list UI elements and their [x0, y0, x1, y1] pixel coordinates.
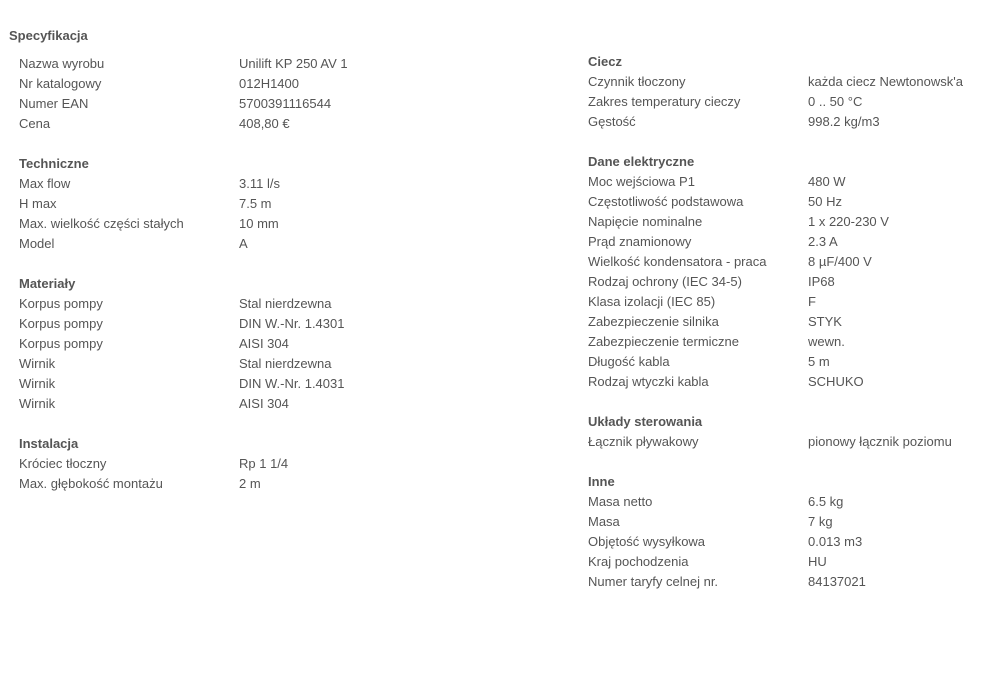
spec-row	[19, 74, 479, 94]
spec-label: Długość kabla	[588, 354, 670, 369]
spec-value: 408,80 €	[239, 116, 290, 131]
spec-label: Masa	[588, 514, 620, 529]
spec-label: Wirnik	[19, 376, 56, 391]
spec-row	[19, 334, 479, 354]
spec-value: STYK	[808, 314, 842, 329]
spec-value: 1 x 220-230 V	[808, 214, 889, 229]
spec-label: Korpus pompy	[19, 316, 103, 331]
spec-value: 0.013 m3	[808, 534, 863, 549]
spec-value: 012H1400	[239, 76, 299, 91]
spec-value: Stal nierdzewna	[239, 356, 332, 371]
spec-label: Numer taryfy celnej nr.	[588, 574, 719, 589]
spec-label: Kraj pochodzenia	[588, 554, 689, 569]
spec-value: 480 W	[808, 174, 846, 189]
spec-label: Klasa izolacji (IEC 85)	[588, 294, 716, 309]
spec-label: Rodzaj ochrony (IEC 34-5)	[588, 274, 742, 289]
spec-label: Max flow	[19, 176, 71, 191]
spec-value: 5 m	[808, 354, 830, 369]
spec-row	[588, 192, 988, 212]
spec-row	[19, 114, 479, 134]
spec-value: 5700391116544	[239, 96, 332, 111]
spec-label: Masa netto	[588, 494, 653, 509]
section-title: Techniczne	[19, 156, 89, 171]
spec-value: DIN W.-Nr. 1.4031	[239, 376, 345, 391]
spec-label: Max. wielkość części stałych	[19, 216, 184, 231]
spec-row	[19, 474, 479, 494]
spec-section-uklady-sterowania	[588, 412, 988, 452]
spec-row	[588, 72, 988, 92]
spec-row	[19, 374, 479, 394]
spec-section-techniczne	[19, 154, 479, 254]
spec-value: 998.2 kg/m3	[808, 114, 880, 129]
spec-value: 7.5 m	[239, 196, 272, 211]
spec-row	[588, 292, 988, 312]
spec-section-inne	[588, 472, 988, 592]
spec-label: H max	[19, 196, 57, 211]
spec-column-right	[588, 52, 988, 612]
spec-label: Numer EAN	[19, 96, 89, 111]
spec-value: Rp 1 1/4	[239, 456, 289, 471]
spec-value: HU	[808, 554, 827, 569]
spec-label: Model	[19, 236, 55, 251]
spec-row	[588, 572, 988, 592]
spec-value: 2.3 A	[808, 234, 838, 249]
spec-row	[19, 294, 479, 314]
spec-label: Gęstość	[588, 114, 636, 129]
spec-label: Objętość wysyłkowa	[588, 534, 706, 549]
spec-row	[588, 552, 988, 572]
spec-value: pionowy łącznik poziomu	[808, 434, 952, 449]
spec-row	[588, 432, 988, 452]
spec-row	[19, 174, 479, 194]
spec-label: Korpus pompy	[19, 336, 103, 351]
spec-value: wewn.	[808, 334, 845, 349]
spec-row	[588, 332, 988, 352]
spec-value: AISI 304	[239, 396, 289, 411]
spec-row	[19, 354, 479, 374]
spec-row	[588, 272, 988, 292]
spec-row	[588, 92, 988, 112]
spec-row	[19, 194, 479, 214]
spec-row	[588, 492, 988, 512]
spec-row	[588, 372, 988, 392]
spec-section-dane-elektryczne	[588, 152, 988, 392]
spec-label: Max. głębokość montażu	[19, 476, 163, 491]
spec-row	[19, 234, 479, 254]
spec-value: 8 µF/400 V	[808, 254, 872, 269]
spec-row	[588, 212, 988, 232]
section-title: Instalacja	[19, 436, 79, 451]
spec-section-instalacja	[19, 434, 479, 494]
spec-label: Korpus pompy	[19, 296, 103, 311]
spec-label: Cena	[19, 116, 51, 131]
spec-label: Zabezpieczenie silnika	[588, 314, 719, 329]
spec-value: DIN W.-Nr. 1.4301	[239, 316, 345, 331]
spec-label: Czynnik tłoczony	[588, 74, 686, 89]
section-title: Materiały	[19, 276, 76, 291]
spec-value: Unilift KP 250 AV 1	[239, 56, 348, 71]
spec-label: Napięcie nominalne	[588, 214, 703, 229]
spec-row	[19, 394, 479, 414]
spec-label: Moc wejściowa P1	[588, 174, 695, 189]
spec-value: 84137021	[808, 574, 866, 589]
spec-row	[588, 532, 988, 552]
spec-column-left	[19, 54, 479, 514]
spec-label: Zakres temperatury cieczy	[588, 94, 741, 109]
spec-row	[588, 112, 988, 132]
page-title: Specyfikacja	[9, 28, 88, 43]
spec-row	[588, 172, 988, 192]
spec-label: Króciec tłoczny	[19, 456, 107, 471]
section-title: Ciecz	[588, 54, 622, 69]
spec-label: Prąd znamionowy	[588, 234, 692, 249]
section-title: Inne	[588, 474, 615, 489]
spec-row	[588, 352, 988, 372]
section-title: Układy sterowania	[588, 414, 703, 429]
spec-value: IP68	[808, 274, 835, 289]
spec-row	[588, 232, 988, 252]
spec-value: AISI 304	[239, 336, 289, 351]
spec-value: Stal nierdzewna	[239, 296, 332, 311]
spec-row	[19, 94, 479, 114]
spec-value: F	[808, 294, 816, 309]
spec-label: Łącznik pływakowy	[588, 434, 699, 449]
spec-value: 50 Hz	[808, 194, 842, 209]
spec-value: 10 mm	[239, 216, 279, 231]
spec-label: Wielkość kondensatora - praca	[588, 254, 767, 269]
spec-section-general	[19, 54, 479, 134]
spec-value: każda ciecz Newtonowsk'a	[808, 74, 963, 89]
spec-label: Częstotliwość podstawowa	[588, 194, 744, 209]
spec-value: 3.11 l/s	[239, 176, 280, 191]
spec-row	[588, 512, 988, 532]
spec-row	[588, 312, 988, 332]
spec-label: Rodzaj wtyczki kabla	[588, 374, 709, 389]
spec-value: 6.5 kg	[808, 494, 844, 509]
spec-label: Nr katalogowy	[19, 76, 102, 91]
spec-row	[19, 314, 479, 334]
spec-label: Zabezpieczenie termiczne	[588, 334, 740, 349]
section-title: Dane elektryczne	[588, 154, 695, 169]
spec-value: A	[239, 236, 248, 251]
spec-section-ciecz	[588, 52, 988, 132]
spec-section-materialy	[19, 274, 479, 414]
spec-value: SCHUKO	[808, 374, 864, 389]
spec-row	[19, 54, 479, 74]
spec-label: Wirnik	[19, 356, 56, 371]
spec-value: 2 m	[239, 476, 261, 491]
spec-row	[588, 252, 988, 272]
spec-row	[19, 214, 479, 234]
spec-value: 7 kg	[808, 514, 833, 529]
spec-value: 0 .. 50 °C	[808, 94, 863, 109]
spec-row	[19, 454, 479, 474]
spec-label: Wirnik	[19, 396, 56, 411]
spec-label: Nazwa wyrobu	[19, 56, 105, 71]
